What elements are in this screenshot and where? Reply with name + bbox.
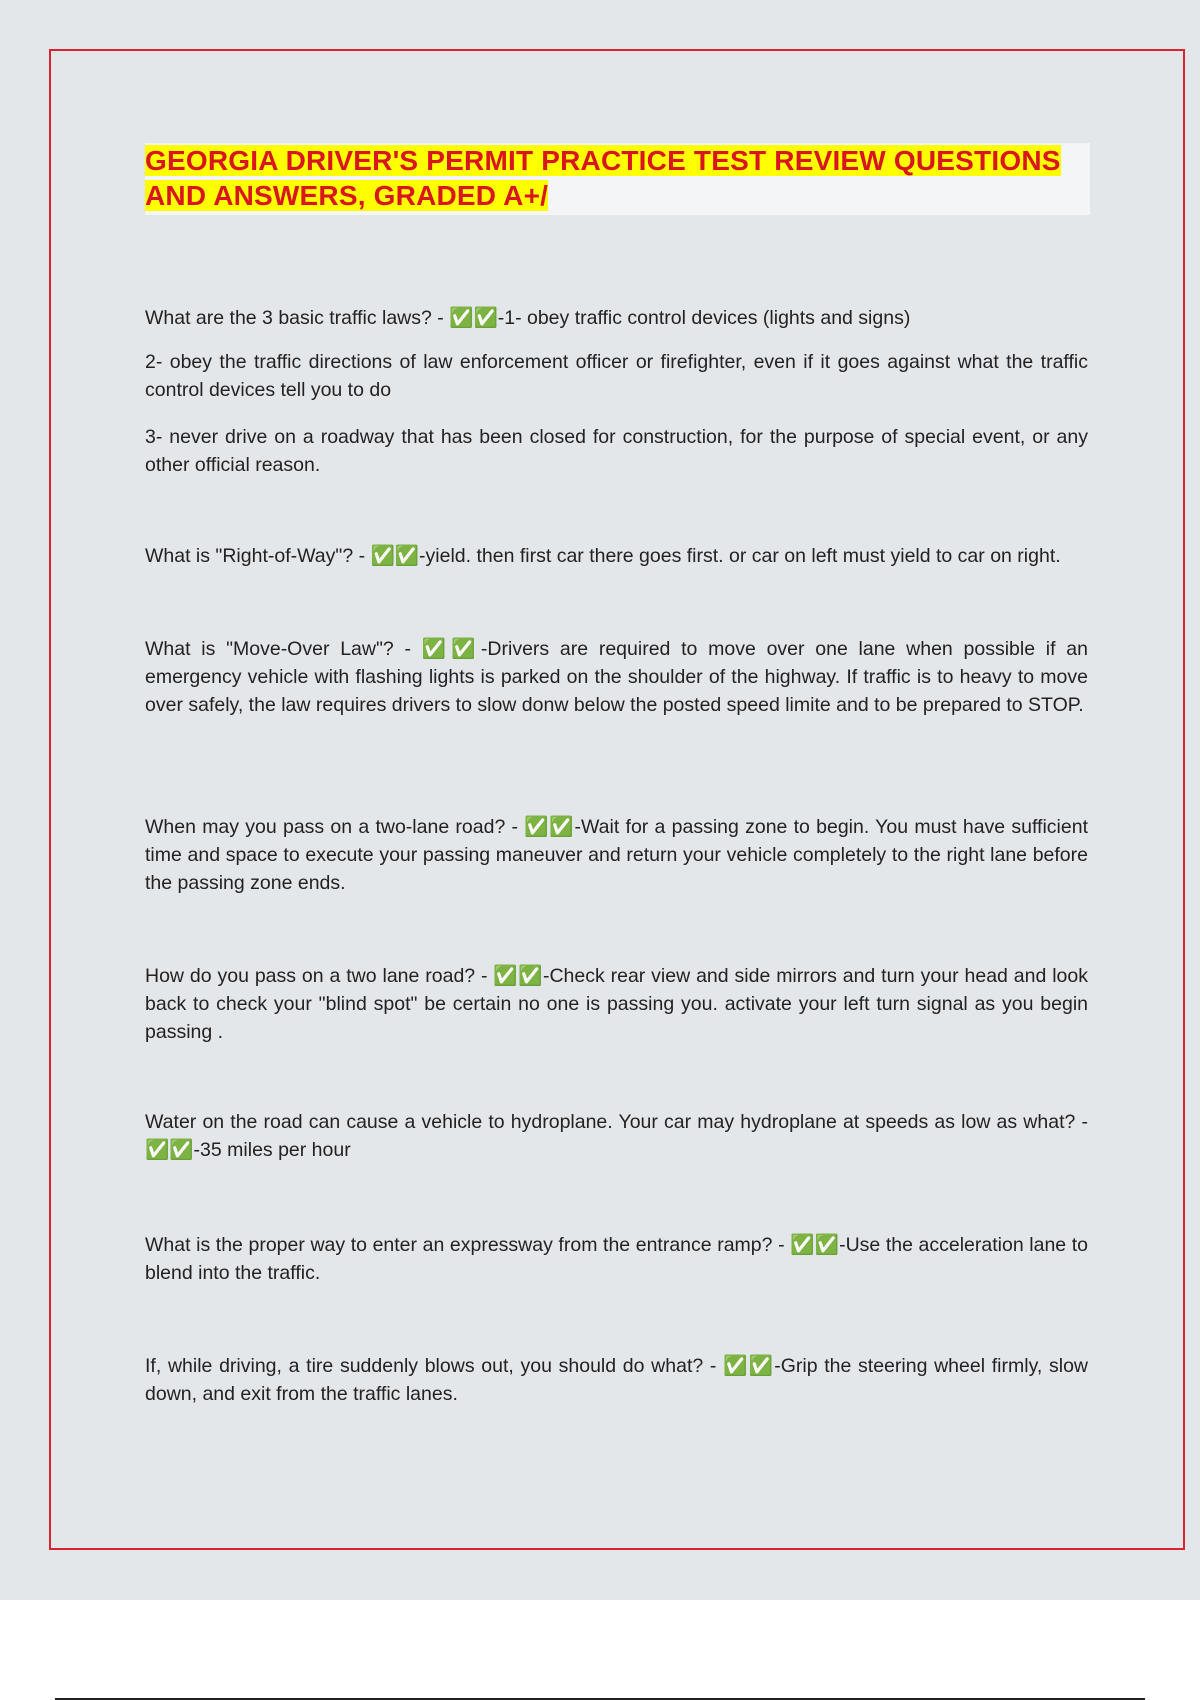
qa-passing-two-lane-road: When may you pass on a two-lane road? - ✅✅-Wait for a passing zone to begin. You must have sufficient time and space to execute your passing maneuver and return your vehicle completely to the right lane before the passing zone ends.	[145, 816, 1088, 894]
title-line-2	[145, 178, 1090, 213]
qa-basic-traffic-laws-item-3: 3- never drive on a roadway that has been closed for construction, for the purpose of special event, or any other official reason.	[145, 426, 1088, 476]
qa-enter-expressway: What is the proper way to enter an expressway from the entrance ramp? - ✅✅-Use the acceleration lane to blend into the traffic.	[145, 1234, 1088, 1284]
qa-basic-traffic-laws-item-2: 2- obey the traffic directions of law enforcement officer or firefighter, even if it goes against what the traffic control devices tell you to do	[145, 351, 1088, 401]
title-line-2-text: AND ANSWERS, GRADED A+/	[145, 180, 549, 211]
qa-how-to-pass-two-lane-road: How do you pass on a two lane road? - ✅✅-Check rear view and side mirrors and turn your head and look back to check your "blind spot" be certain no one is passing you. activate your left turn signal as you begin passing .	[145, 965, 1088, 1043]
title-line-1	[145, 143, 1090, 178]
qa-tire-blowout: If, while driving, a tire suddenly blows out, you should do what? - ✅✅-Grip the steering wheel firmly, slow down, and exit from the traffic lanes.	[145, 1355, 1088, 1405]
qa-move-over-law: What is "Move-Over Law"? - ✅✅-Drivers are required to move over one lane when possible if an emergency vehicle with flashing lights is parked on the shoulder of the highway. If traffic is to heavy to move over safely, the law requires drivers to slow donw below the posted speed limite and to be prepared to STOP.	[145, 638, 1088, 716]
page-border-frame	[49, 49, 1185, 1550]
qa-hydroplane-speed: Water on the road can cause a vehicle to hydroplane. Your car may hydroplane at speeds as low as what? - ✅✅-35 miles per hour	[145, 1111, 1088, 1161]
qa-right-of-way: What is "Right-of-Way"? - ✅✅-yield. then first car there goes first. or car on left must yield to car on right.	[145, 545, 1061, 567]
title-line-1-text: GEORGIA DRIVER'S PERMIT PRACTICE TEST REVIEW QUESTIONS	[145, 145, 1061, 176]
qa-basic-traffic-laws: What are the 3 basic traffic laws? - ✅✅-1- obey traffic control devices (lights and signs)	[145, 307, 911, 329]
document-title	[145, 143, 1090, 215]
